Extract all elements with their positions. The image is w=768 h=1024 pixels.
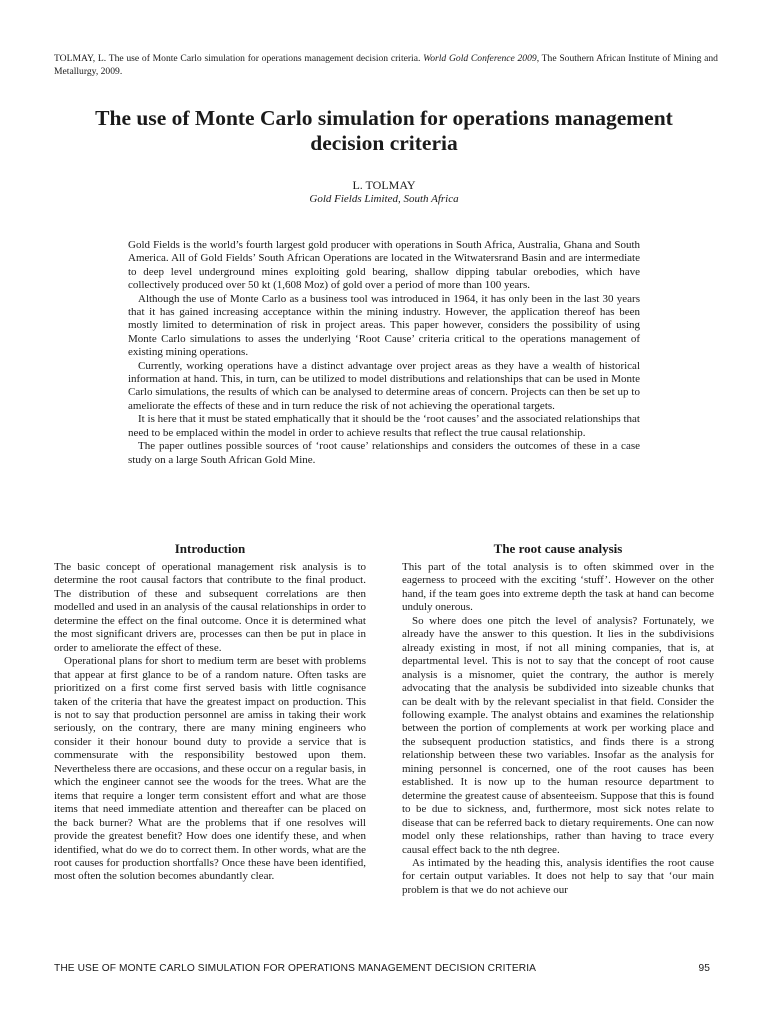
introduction-section [54, 541, 366, 884]
running-title: THE USE OF MONTE CARLO SIMULATION FOR OPERATIONS MANAGEMENT DECISION CRITERIA [54, 963, 537, 974]
abstract-paragraph: It is here that it must be stated emphatically that it should be the ‘root causes’ and the associated relationships that need to be emplaced within the model in order to achieve results that reflect the true causal relationship. [128, 413, 640, 439]
abstract-paragraph: Currently, working operations have a distinct advantage over project areas as they have a wealth of historical information at hand. This, in turn, can be utilized to model distributions and relationships that can be used in Monte Carlo simulations, the results of which can be analysed to determine areas of concern. Projects can then be set up to ameliorate the effects of these and in turn reduce the risk of not achieving the operational targets. [128, 359, 640, 412]
root-cause-heading: The root cause analysis [493, 541, 623, 556]
citation-prefix: TOLMAY, L. The use of Monte Carlo simulation for operations management decision criteria. [54, 53, 424, 64]
body-paragraph: This part of the total analysis is to often skimmed over in the eagerness to proceed with the exciting ‘stuff’. However on the other hand, if the team goes into extreme depth the task at hand can become unduly onerous. [402, 561, 714, 614]
paper-title: The use of Monte Carlo simulation for operations management decision criteria [95, 106, 673, 155]
body-paragraph: As intimated by the heading this, analysis identifies the root cause for certain output variables. It does not help to say that ‘our main problem is that we do not achieve our [402, 856, 714, 896]
body-paragraph: The basic concept of operational management risk analysis is to determine the root causal factors that contribute to the final product. The distribution of these and subsequent correlations are then modelled and used in an analysis of the causal relationships in order to determine the effect on the final outcome. Once it is determined what the most significant drivers are, processes can then be put in place in order to ameliorate the effect of these. [54, 561, 366, 654]
page-number: 95 [698, 963, 710, 974]
abstract-paragraph: Gold Fields is the world’s fourth largest gold producer with operations in South Africa, Australia, Ghana and South America. All of Gold Fields’ South African Operations are located in the Witwatersrand Basin and are intermediate to deep level underground mines exploiting gold bearing, shallow dipping tabular orebodies, which have collectively produced over 50 kt (1,608 Moz) of gold over a period of more than 100 years. [128, 239, 640, 292]
body-paragraph: Operational plans for short to medium term are beset with problems that appear at first glance to be of a random nature. Often tasks are prioritized on a first come first served basis with little cognisance taken of the criteria that have the greatest impact on production. This is not to say that production personnel are amiss in taking their work seriously, on the contrary, there are many mining engineers who consider it their honour bound duty to provide a service that is commensurate with the responsibility bestowed upon them. Nevertheless there are occasions, and these occur on a regular basis, in which the engineer cannot see the woods for the trees. What are the items that require a longer term consistent effort and what are those items that need immediate attention and thereafter can be placed on the back burner? What are the problems that if one resolves will provide the greatest benefit? How does one identify these, and when identified, what do we do to correct them. In other words, what are the root causes for production shortfalls? Once these have been identified, most often the solution becomes abundantly clear. [54, 655, 366, 883]
citation-suffix: , The Southern African Institute of Mining and Metallurgy, 2009. [54, 53, 718, 77]
abstract-paragraph: The paper outlines possible sources of ‘root cause’ relationships and considers the outcomes of these in a case study on a large South African Gold Mine. [128, 440, 640, 466]
introduction-heading: Introduction [174, 541, 246, 556]
citation [54, 52, 718, 78]
abstract [128, 239, 640, 467]
citation-conference: World Gold Conference 2009 [423, 53, 537, 64]
root-cause-section [402, 541, 714, 897]
author-name: L. TOLMAY [352, 178, 416, 192]
body-paragraph: So where does one pitch the level of analysis? Fortunately, we already have the answer to this question. It lies in the subdivisions already existing in most, if not all mining companies, that is, at departmental level. This is not to say that the concept of root cause analysis is a misnomer, quiet the contrary, the author is merely advocating that the analysis be subdivided into sizeable chunks that can be dealt with by the relevant specialist in that field. Consider the following example. The analyst obtains and examines the relationship between the portion of complements at work per working place and the subsequent production statistics, and finds there is a strong relationship between these two variables. Insofar as the analysis for mining personnel is concerned, one of the root causes has been established. It is now up to the human resource department to determine the greatest cause of absenteeism. Suppose that this is found to be due to sickness, and, furthermore, most sick notes relate to disease that can be referred back to dietary requirements. One can now model only these relationships, rather than having to trace every causal effect back to the nth degree. [402, 614, 714, 856]
author-affiliation: Gold Fields Limited, South Africa [309, 193, 459, 205]
abstract-paragraph: Although the use of Monte Carlo as a business tool was introduced in 1964, it has only been in the last 30 years that it has gained increasing acceptance within the mining industry. However, the application thereof has been mostly limited to determination of risk in project areas. This paper however, considers the possibility of using Monte Carlo simulations to asses the underlying ‘Root Cause’ criteria critical to the operations management of existing mining operations. [128, 292, 640, 359]
